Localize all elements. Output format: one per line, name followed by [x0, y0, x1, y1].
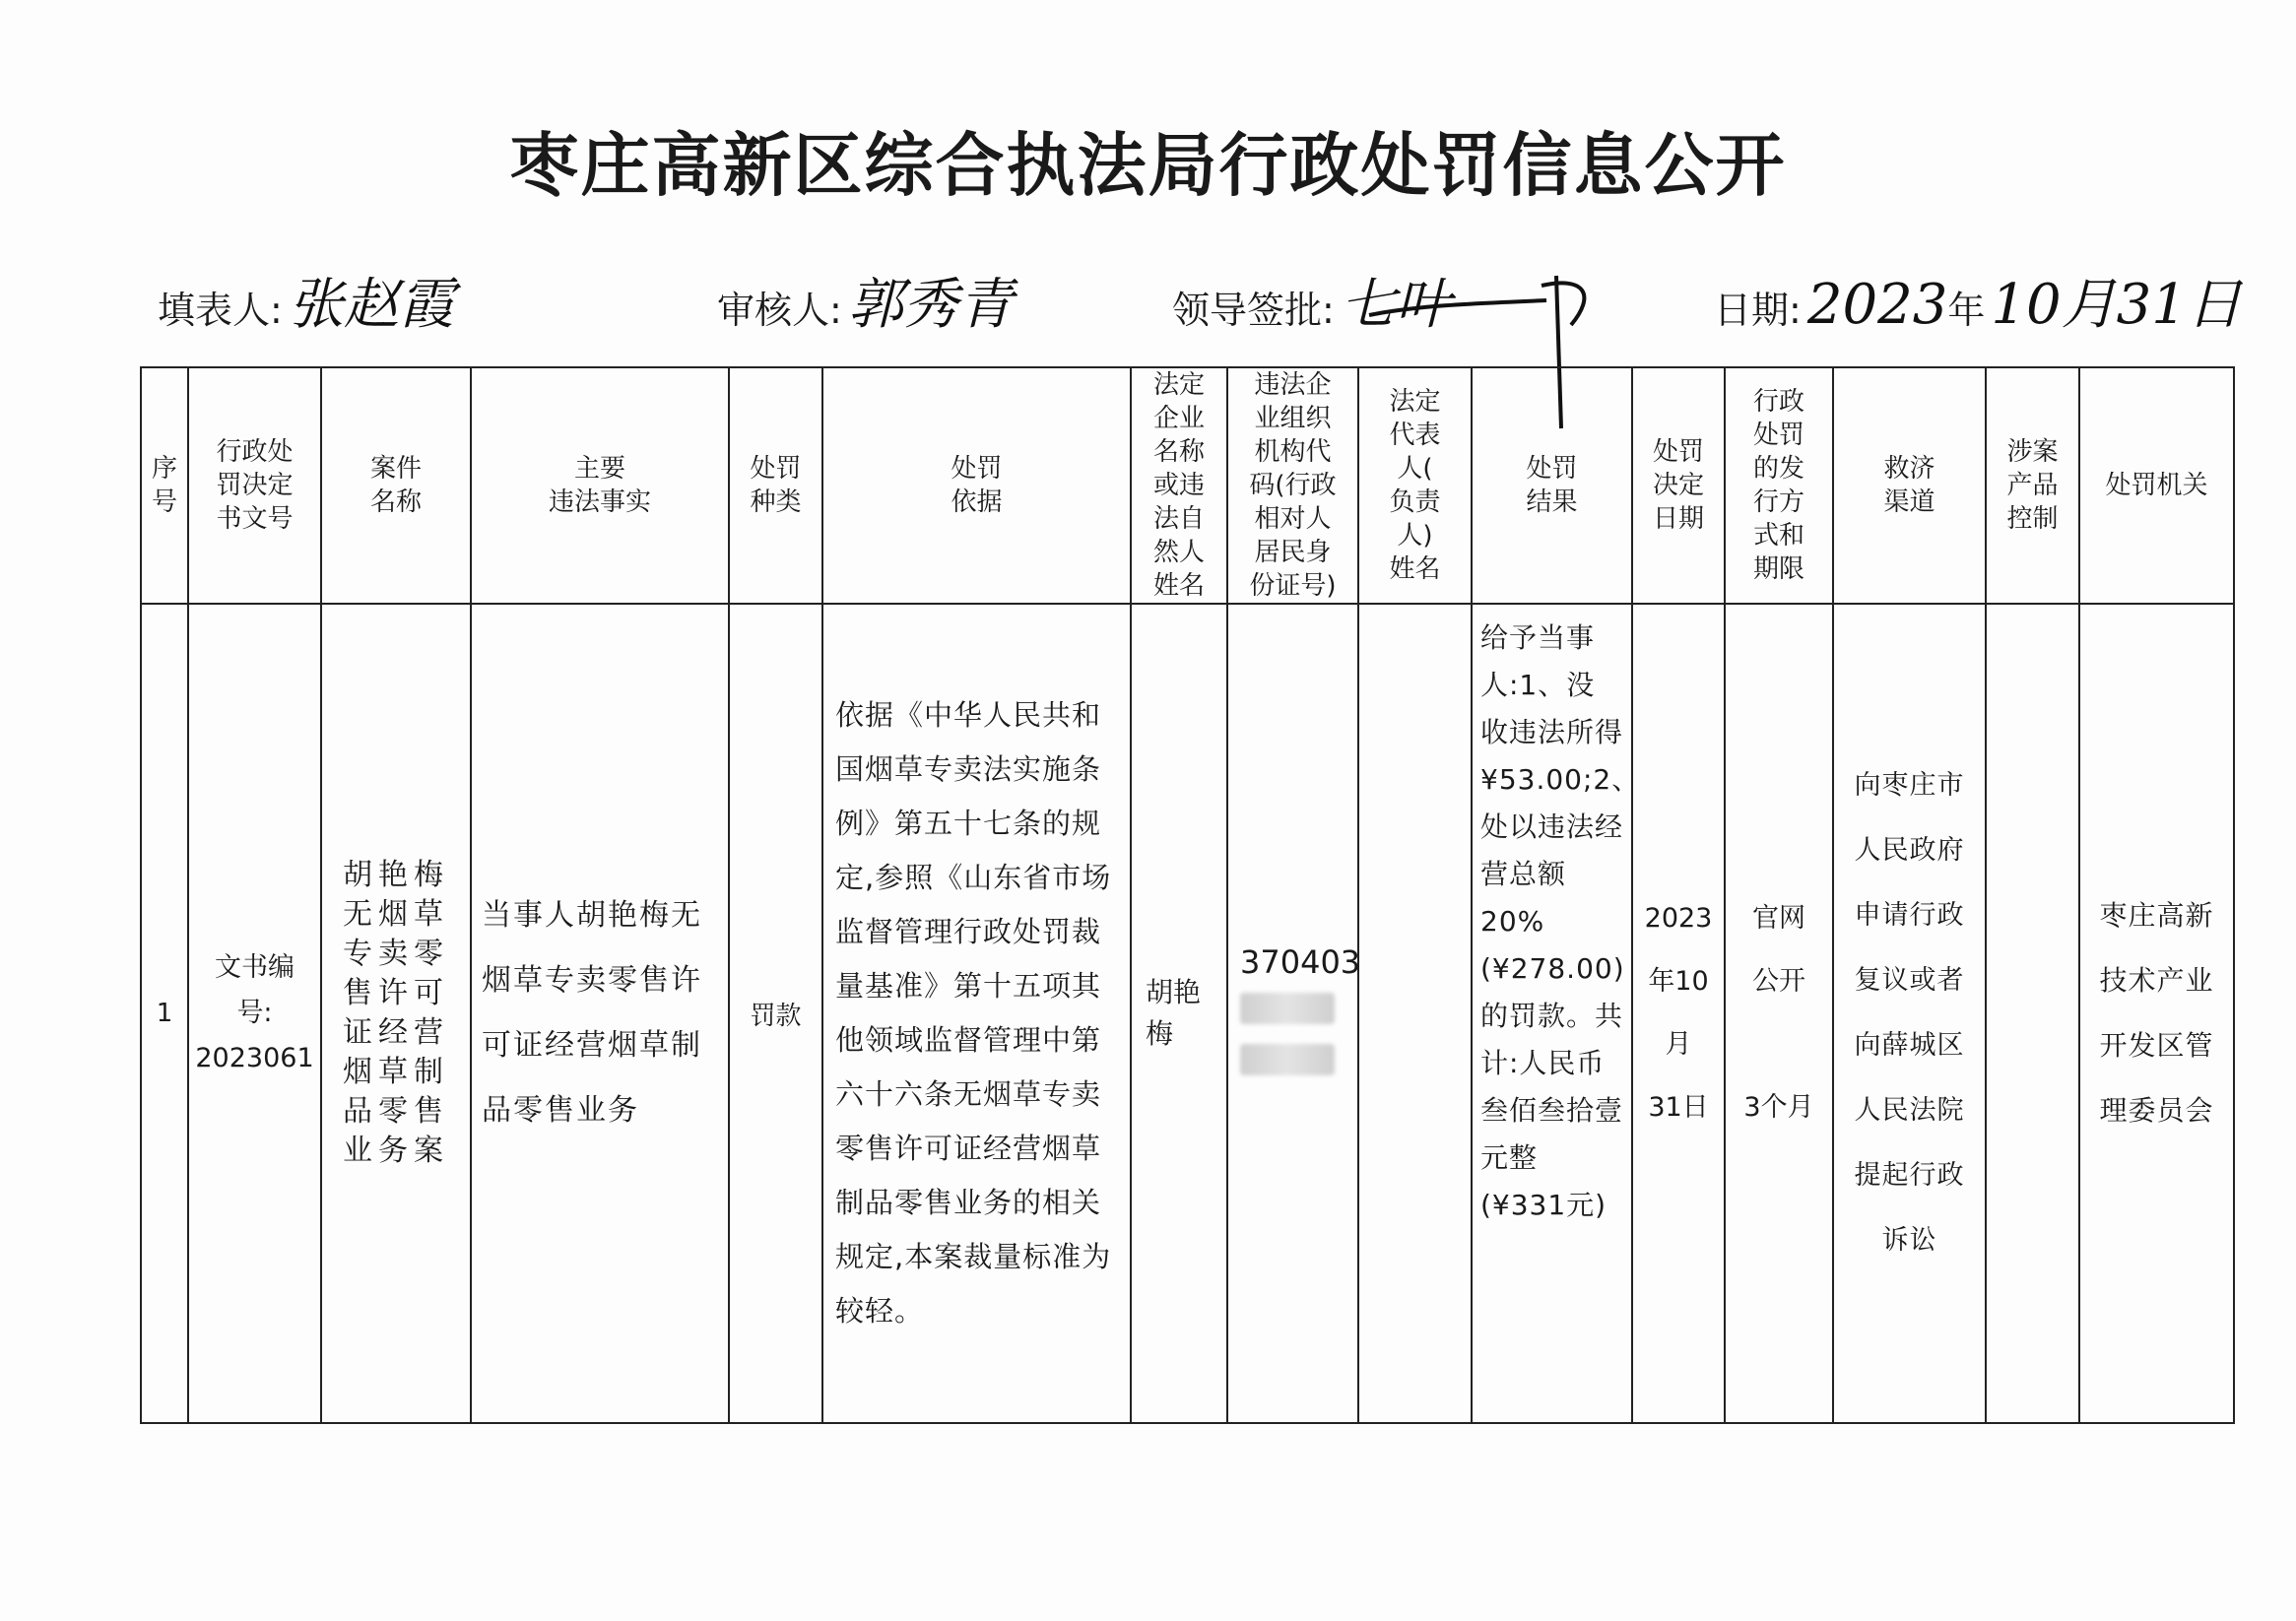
header-id-code: 违法企 业组织 机构代 码(行政 相对人 居民身 份证号) [1227, 367, 1358, 604]
header-relief: 救济 渠道 [1833, 367, 1986, 604]
header-product-control: 涉案 产品 控制 [1986, 367, 2079, 604]
header-index: 序 号 [141, 367, 188, 604]
reviewer-signature: 郭秀青 [847, 273, 1014, 337]
cell-relief: 向枣庄市 人民政府 申请行政 复议或者 向薛城区 人民法院 提起行政 诉讼 [1833, 604, 1986, 1423]
redacted-id-part-1 [1240, 993, 1335, 1024]
cell-person-name: 胡艳 梅 [1131, 604, 1227, 1423]
page-title: 枣庄高新区综合执法局行政处罚信息公开 [509, 124, 1787, 206]
cell-authority: 枣庄高新 技术产业 开发区管 理委员会 [2079, 604, 2234, 1423]
leader-signature: 七叶 [1340, 273, 1451, 337]
cell-facts: 当事人胡艳梅无烟草专卖零售许可证经营烟草制品零售业务 [471, 604, 729, 1423]
cell-product-control [1986, 604, 2079, 1423]
cell-penalty-type: 罚款 [729, 604, 822, 1423]
cell-legal-rep [1358, 604, 1472, 1423]
header-facts: 主要 违法事实 [471, 367, 729, 604]
date-year: 2023 [1806, 273, 1948, 337]
date-label: 日期: [1714, 289, 1802, 332]
cell-doc-no: 文书编 号: 2023061 [188, 604, 321, 1423]
filler-field [158, 261, 454, 340]
cell-basis: 依据《中华人民共和国烟草专卖法实施条例》第五十七条的规定,参照《山东省市场监督管理行政处罚裁量基准》第十五项其他领域监督管理中第六十六条无烟草专卖零售许可证经营烟草制品零售业务的相关规定,本案裁量标准为较轻。 [822, 604, 1131, 1423]
header-decision-date: 处罚 决定 日期 [1632, 367, 1725, 604]
header-case-name: 案件 名称 [321, 367, 471, 604]
leader-label: 领导签批: [1172, 289, 1335, 332]
filler-signature: 张赵霞 [288, 273, 454, 337]
header-person-name: 法定 企业 名称 或违 法自 然人 姓名 [1131, 367, 1227, 604]
cell-id-code [1227, 604, 1361, 1423]
header-authority: 处罚机关 [2079, 367, 2234, 604]
cell-result: 给予当事人:1、没收违法所得¥53.00;2、处以违法经营总额20%(¥278.00)的罚款。共计:人民币叁佰叁拾壹元整(¥331元) [1472, 604, 1632, 1423]
reviewer-label: 审核人: [717, 289, 842, 332]
id-prefix: 370403 [1240, 943, 1361, 981]
table-row [141, 604, 2234, 1423]
cell-index: 1 [141, 604, 188, 1423]
header-publish: 行政 处罚 的发 行方 式和 期限 [1725, 367, 1833, 604]
penalty-table [140, 366, 2235, 1424]
header-basis: 处罚 依据 [822, 367, 1131, 604]
table-header-row [141, 367, 2234, 604]
date-field [1714, 261, 2242, 340]
header-legal-rep: 法定 代表 人( 负责 人) 姓名 [1358, 367, 1472, 604]
cell-decision-date: 2023 年10 月 31日 [1632, 604, 1725, 1423]
filler-label: 填表人: [158, 289, 283, 332]
cell-publish: 官网 公开 3个月 [1725, 604, 1833, 1423]
date-month-day: 10月31日 [1991, 273, 2242, 337]
signature-row [158, 251, 2242, 337]
reviewer-field [717, 261, 1014, 340]
header-penalty-type: 处罚 种类 [729, 367, 822, 604]
header-doc-no: 行政处 罚决定 书文号 [188, 367, 321, 604]
date-year-suffix: 年 [1947, 289, 1986, 332]
cell-case-name: 胡艳梅 无烟草 专卖零 售许可 证经营 烟草制 品零售 业务案 [321, 604, 471, 1423]
redacted-id-part-2 [1240, 1044, 1335, 1075]
header-result: 处罚 结果 [1472, 367, 1632, 604]
